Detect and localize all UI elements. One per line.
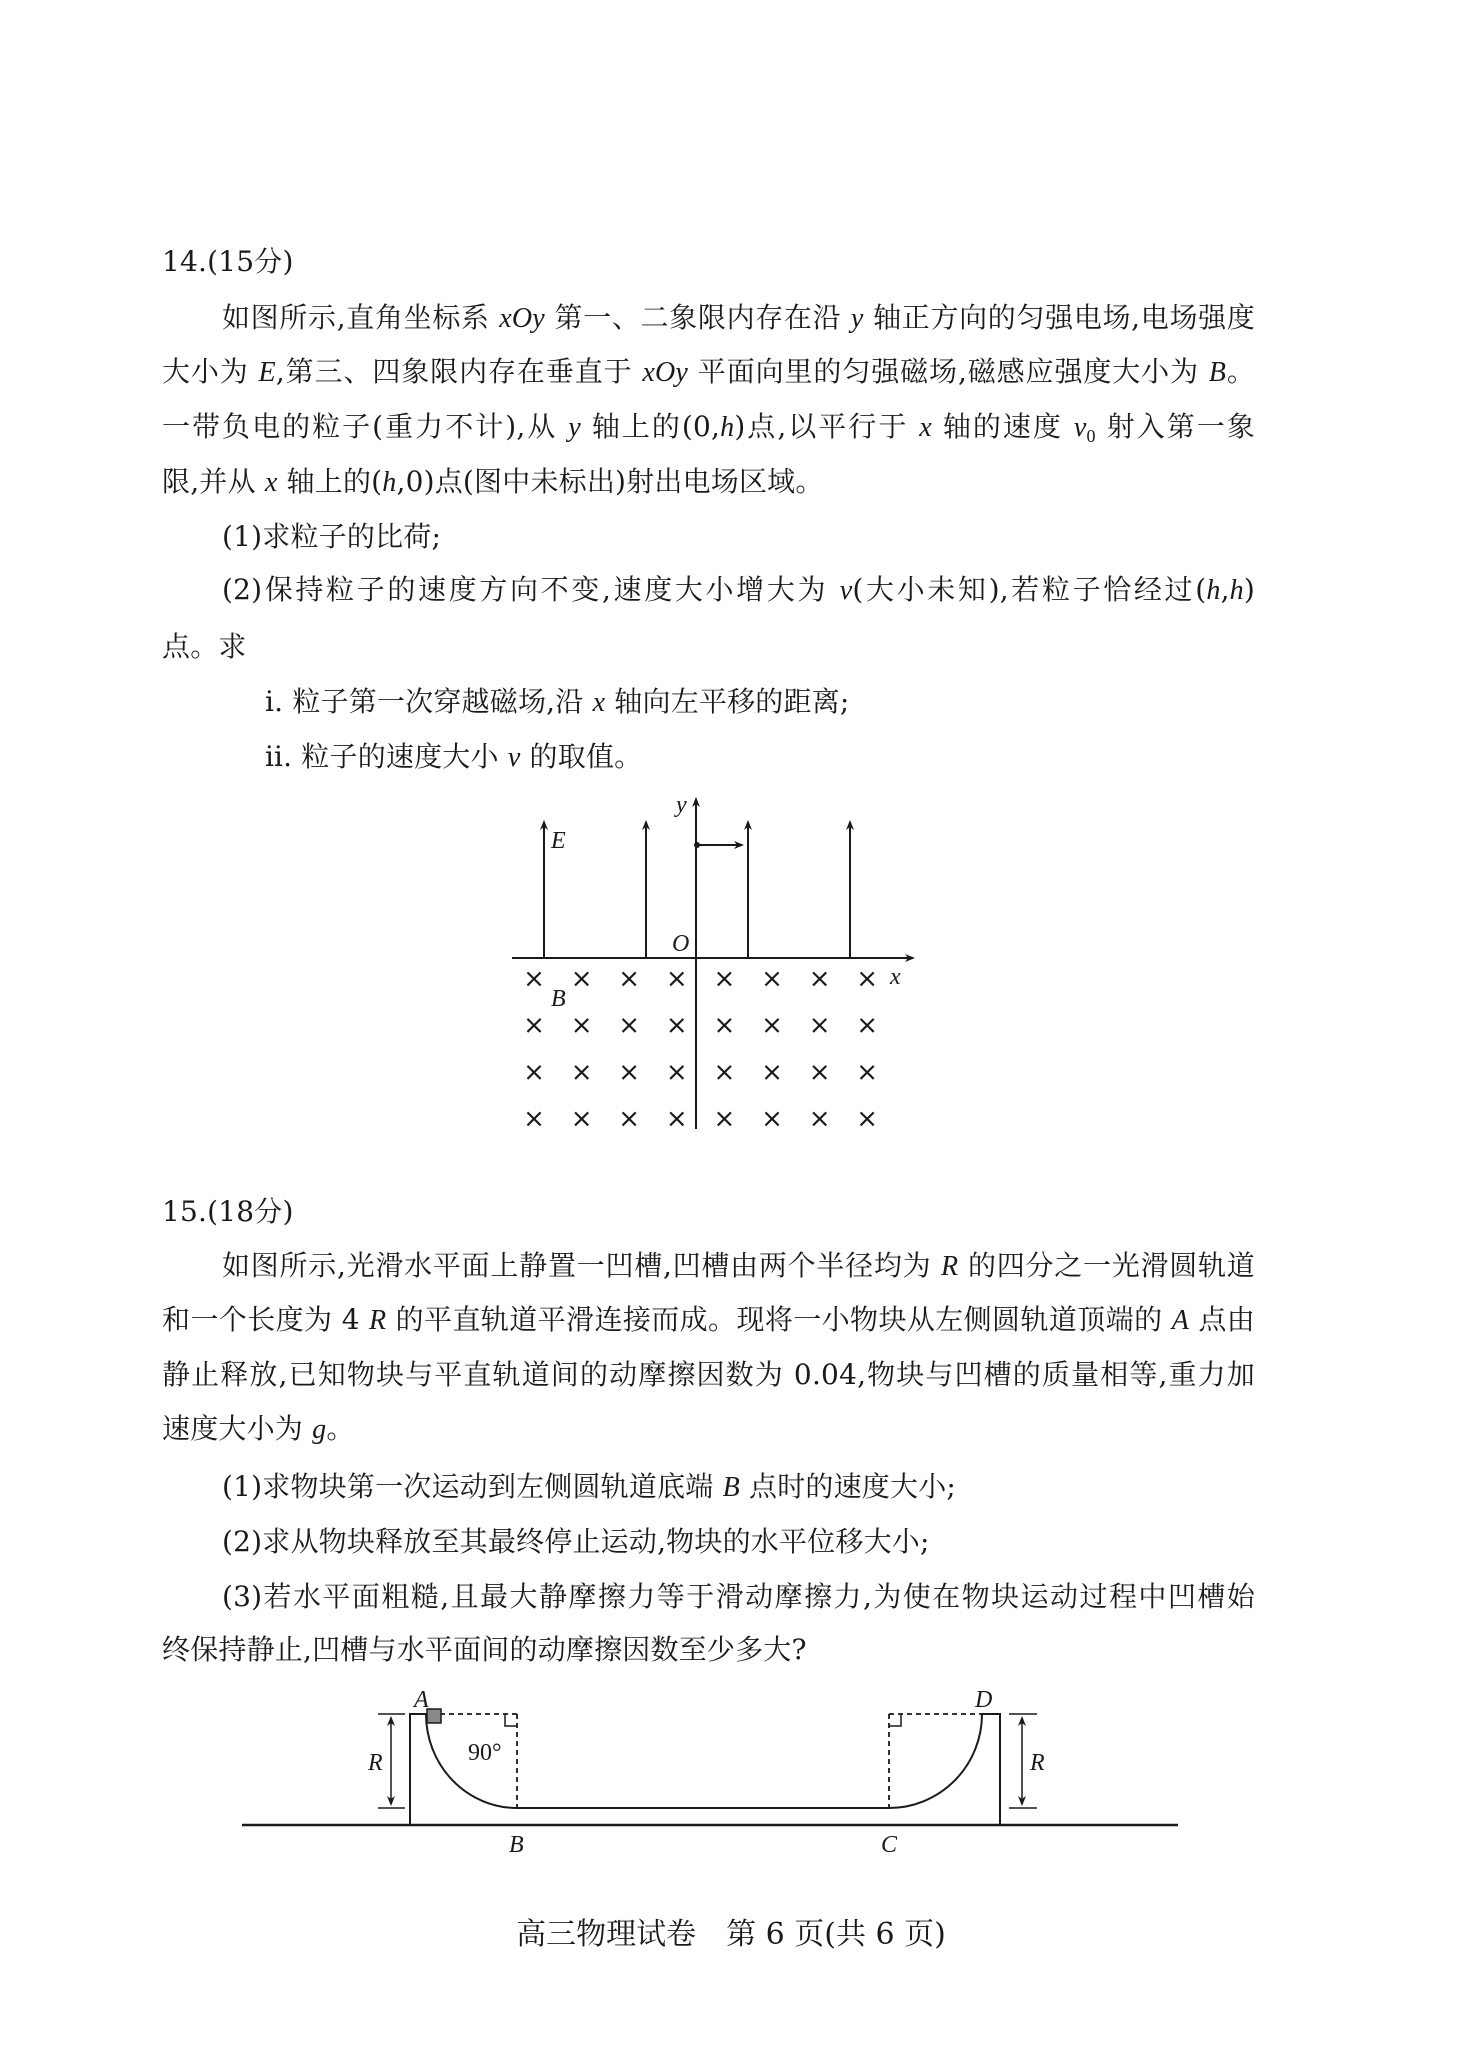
b-field-cross-marker: × [856,964,879,994]
b-field-cross-marker: × [523,964,545,994]
text-run: 如图所示,光滑水平面上静置一凹槽,凹槽由两个半径均为 [222,1249,942,1282]
right-angle-mark-left [505,1714,517,1726]
math-symbol: x [919,412,932,443]
text-run: 轴上的(0, [580,410,721,443]
text-run: ,第三、四象限内存在垂直于 [275,355,643,388]
text-run: , [1220,573,1230,606]
text-run: (1)求物块第一次运动到左侧圆轨道底端 [222,1470,723,1503]
x-axis-label: x [890,964,901,990]
b-field-cross-marker: × [665,1010,688,1041]
text-run: (1)求粒子的比荷; [222,520,442,553]
text-run: 平面向里的匀强磁场,磁感应强度大小为 [688,355,1209,388]
e-field-label: E [551,828,566,854]
b-field-cross-marker: × [618,1104,641,1135]
q15-header: 15.(18分) [162,1195,294,1228]
b-field-cross-marker: × [761,1010,783,1041]
text-run: (2)求从物块释放至其最终停止运动,物块的水平位移大小; [222,1525,930,1558]
text-run: 一带负电的粒子(重力不计),从 [162,410,569,443]
label-C: C [881,1832,898,1858]
origin-label: O [672,931,690,957]
text-run: (大小未知),若粒子恰经过( [852,573,1207,606]
b-field-cross-marker: × [618,1010,641,1041]
b-field-cross-marker: × [570,1057,593,1088]
text-run: 。 [1226,355,1256,388]
text-run: 。 [326,1412,355,1445]
b-field-cross-marker: × [618,1057,641,1088]
math-symbol: x [592,687,606,718]
b-field-cross-marker: × [808,1104,831,1135]
math-symbol: R [369,1305,387,1336]
math-symbol: xOy [642,357,688,388]
text-run: 的平直轨道平滑连接而成。现将一小物块从左侧圆轨道顶端的 [386,1303,1172,1336]
math-symbol: v [839,575,853,606]
q15-part2 [222,1522,1255,1562]
b-field-cross-marker: × [856,1104,879,1135]
b-field-cross-marker: × [808,1057,831,1088]
math-symbol: v [507,742,521,773]
math-symbol: xOy [499,303,545,334]
label-A: A [414,1687,429,1713]
text-run: 第一、二象限内存在沿 [544,301,851,334]
b-field-cross-marker: × [808,1010,831,1041]
math-symbol: R [941,1251,959,1282]
text-run: 静止释放,已知物块与平直轨道间的动摩擦因数为 0.04,物块与凹槽的质量相等,重力加 [162,1358,1255,1391]
b-field-cross-marker: × [665,964,688,994]
label-radius-right: R [1030,1750,1045,1776]
b-field-cross-marker: × [570,964,593,994]
text-run: 限,并从 [162,465,265,498]
groove-outline [410,1714,1000,1825]
label-radius-left: R [368,1750,383,1776]
text-run: 如图所示,直角坐标系 [222,301,500,334]
q15-stem-line [162,1409,1255,1449]
q15-stem-line [222,1246,1255,1286]
b-field-markers [523,964,878,1134]
page-footer: 高三物理试卷 第 6 页(共 6 页) [516,1917,946,1952]
label-angle: 90° [468,1740,502,1766]
math-symbol: y [568,412,581,443]
y-axis-label: y [676,792,687,818]
b-field-label: B [551,986,566,1012]
q15-part3-cont [162,1630,1255,1670]
b-field-cross-marker: × [761,964,783,994]
text-run: (2)保持粒子的速度方向不变,速度大小增大为 [222,573,840,606]
q15-stem-line [162,1355,1255,1395]
text-run: 点由 [1189,1303,1255,1336]
b-field-cross-marker: × [761,1104,783,1135]
b-field-cross-marker: × [665,1057,688,1088]
q14-figure-group [512,792,913,1134]
text-run: 和一个长度为 4 [162,1303,370,1336]
b-field-cross-marker: × [618,964,641,994]
b-field-cross-marker: × [665,1104,688,1135]
math-symbol: y [850,303,864,334]
text-run: ,0)点(图中未标出)射出电场区域。 [396,465,824,498]
math-symbol: v [1073,412,1087,443]
text-run: 的四分之一光滑圆轨道 [958,1249,1255,1282]
text-run: 轴的速度 [931,410,1074,443]
b-field-cross-marker: × [856,1057,879,1088]
text-run: 轴向左平移的距离; [605,685,850,718]
b-field-cross-marker: × [713,1057,736,1088]
label-D: D [975,1687,993,1713]
text-run: 点。求 [162,630,247,663]
math-symbol: E [258,357,276,388]
text-run: 终保持静止,凹槽与水平面间的动摩擦因数至少多大? [162,1633,807,1666]
q15-part1 [222,1467,1255,1507]
math-symbol: h [1229,575,1244,606]
q14-header: 14.(15分) [162,245,294,278]
b-field-cross-marker: × [713,1010,736,1041]
b-field-cross-marker: × [523,1010,545,1041]
b-field-cross-marker: × [713,1104,736,1135]
b-field-cross-marker: × [523,1057,545,1088]
math-symbol: h [1206,575,1221,606]
q15-figure-group [242,1687,1178,1858]
math-symbol: g [312,1414,327,1445]
text-run: 大小为 [162,355,259,388]
b-field-cross-marker: × [570,1010,593,1041]
b-field-cross-marker: × [713,964,736,994]
right-angle-mark-right [889,1714,901,1726]
math-symbol: B [1208,357,1227,388]
text-run: 点时的速度大小; [739,1470,957,1503]
text-run: 轴上的( [277,465,383,498]
b-field-cross-marker: × [523,1104,545,1135]
text-run: ⅰ. 粒子第一次穿越磁场,沿 [265,685,593,718]
text-run: 速度大小为 [162,1412,313,1445]
b-field-cross-marker: × [856,1010,879,1041]
text-run: ) [1243,573,1255,606]
text-run: 射入第一象 [1095,410,1255,443]
math-symbol: h [720,412,735,443]
b-field-cross-marker: × [570,1104,593,1135]
math-symbol: A [1171,1305,1190,1336]
b-field-cross-marker: × [761,1057,783,1088]
q15-stem-line [162,1300,1255,1340]
math-symbol: B [722,1472,740,1503]
math-symbol: h [382,467,397,498]
b-field-cross-marker: × [808,964,831,994]
text-run: )点,以平行于 [734,410,920,443]
text-run: ⅱ. 粒子的速度大小 [265,740,508,773]
math-symbol: x [264,467,278,498]
text-run: 轴正方向的匀强电场,电场强度 [863,301,1255,334]
subscript: 0 [1086,426,1096,446]
label-B: B [509,1832,524,1858]
text-run: 的取值。 [520,740,643,773]
q15-part3 [222,1577,1255,1617]
text-run: (3)若水平面粗糙,且最大静摩擦力等于滑动摩擦力,为使在物块运动过程中凹槽始 [222,1580,1255,1613]
block-icon [427,1709,441,1723]
